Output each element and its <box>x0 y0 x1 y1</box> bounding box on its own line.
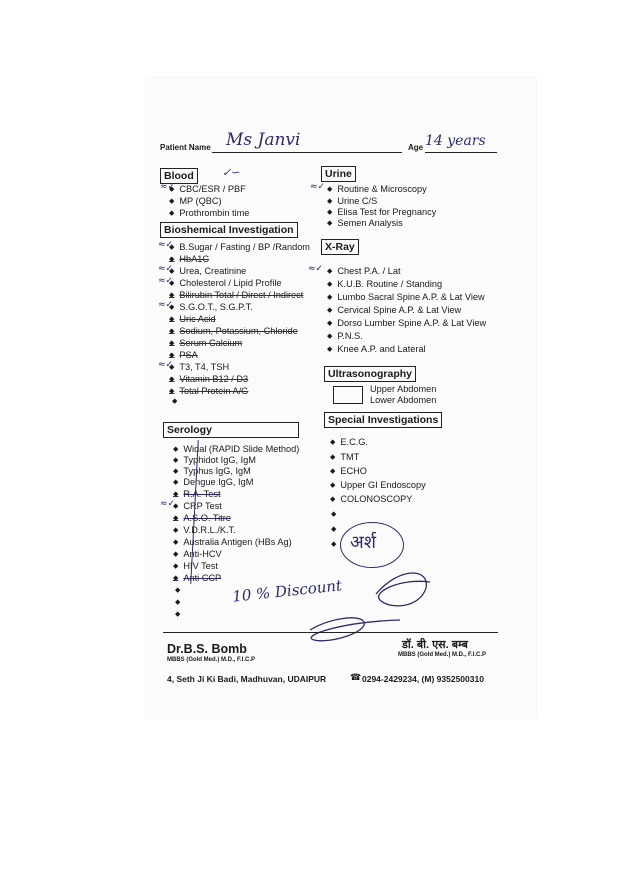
patient-name-label: Patient Name <box>160 143 211 152</box>
urine-item-semen: ◆ Semen Analysis <box>327 218 403 230</box>
xray-item-chest: ◆ Chest P.A. / Lat <box>327 266 401 278</box>
biochem-item-uric-acid: ◆ Uric Acid <box>169 314 216 326</box>
serology-item-ccp: ◆ Anti CCP <box>173 573 221 585</box>
biochem-item-urea: ◆ Urea, Creatinine <box>169 266 246 278</box>
blood-item-mp: ◆ MP (QBC) <box>169 196 222 208</box>
special-item-echo: ◆ ECHO <box>330 466 367 478</box>
check-mark: ≈✓ <box>160 182 176 192</box>
empty-bullet: ◆ <box>172 398 178 405</box>
special-item-colonoscopy: ◆ COLONOSCOPY <box>330 494 412 506</box>
check-mark: ≈✓ <box>158 360 174 370</box>
blood-heading: Blood <box>160 168 198 184</box>
ultrasonography-heading: Ultrasonography <box>324 366 416 382</box>
xray-item-lumbo: ◆ Lumbo Sacral Spine A.P. & Lat View <box>327 292 485 304</box>
blood-tick-mark: ✓∽ <box>222 166 241 179</box>
age-underline <box>425 152 497 153</box>
empty-bullet: ◆ <box>175 587 181 594</box>
ultrasonography-box <box>333 386 363 404</box>
check-mark: ≈✓ <box>158 240 174 250</box>
serology-item-australia: ◆ Australia Antigen (HBs Ag) <box>173 537 292 549</box>
xray-item-cervical: ◆ Cervical Spine A.P. & Lat View <box>327 305 461 317</box>
xray-item-dorso: ◆ Dorso Lumber Spine A.P. & Lat View <box>327 318 486 330</box>
check-mark: ≈✓ <box>160 499 176 509</box>
patient-name-value: Ms Janvi <box>226 130 301 150</box>
xray-heading: X-Ray <box>321 239 359 255</box>
xray-item-pns: ◆ P.N.S. <box>327 331 363 343</box>
urine-item-routine: ◆ Routine & Microscopy <box>327 184 427 196</box>
serology-item-aso: ◆ A.S.O. Titre <box>173 513 231 525</box>
xray-item-knee: ◆ Knee A.P. and Lateral <box>327 344 426 356</box>
special-item-ecg: ◆ E.C.G. <box>330 437 368 449</box>
biochem-item-hba1c: ◆ HbA1C <box>169 254 209 266</box>
doctor-name-hindi: डॉ. बी. एस. बम्ब <box>402 639 468 651</box>
biochem-item-calcium: ◆ Serum Calcium <box>169 338 242 350</box>
usg-item-lower: Lower Abdomen <box>370 395 437 405</box>
special-heading: Special Investigations <box>324 412 442 428</box>
telephone-icon: ☎ <box>350 672 362 682</box>
serology-item-hiv: ◆ HIV Test <box>173 561 218 573</box>
biochem-item-psa: ◆ PSA <box>169 350 198 362</box>
blood-item-prothrombin: ◆ Prothrombin time <box>169 208 249 220</box>
serology-item-typhidot: ◆ Typhidot IgG, IgM <box>173 455 256 467</box>
age-label: Age <box>408 143 424 152</box>
age-value: 14 years <box>425 133 486 149</box>
doctor-qualifications-right: MBBS (Gold Med.) M.D., F.I.C.P <box>398 652 486 658</box>
patient-name-underline <box>212 152 402 153</box>
biochem-item-electrolytes: ◆ Sodium, Potassium, Chloride <box>169 326 298 338</box>
empty-bullet: ◆ <box>175 611 181 618</box>
biochemical-heading: Bioshemical Investigation <box>160 222 298 238</box>
empty-bullet: ◆ <box>331 541 337 548</box>
usg-item-upper: Upper Abdomen <box>370 384 437 394</box>
biochem-item-cholesterol: ◆ Cholesterol / Lipid Profile <box>169 278 282 290</box>
clinic-address: 4, Seth Ji Ki Badi, Madhuvan, UDAIPUR <box>167 674 327 684</box>
empty-bullet: ◆ <box>175 599 181 606</box>
check-mark: ≈✓ <box>310 182 326 192</box>
serology-item-hcv: ◆ Anti-HCV <box>173 549 222 561</box>
urine-item-cs: ◆ Urine C/S <box>327 196 377 208</box>
check-mark: ≈✓ <box>158 300 174 310</box>
clinic-phone: 0294-2429234, (M) 9352500310 <box>362 674 484 684</box>
biochem-item-bilirubin: ◆ Bilirubin Total / Direct / Indirect <box>169 290 303 302</box>
special-item-tmt: ◆ TMT <box>330 452 359 464</box>
discount-note: 10 % Discount <box>231 576 343 606</box>
urine-heading: Urine <box>321 166 356 182</box>
serology-item-crp: ◆ CRP Test <box>173 501 222 513</box>
serology-heading: Serology <box>163 422 299 438</box>
special-item-endoscopy: ◆ Upper GI Endoscopy <box>330 480 426 492</box>
serology-item-typhus: ◆ Typhus IgG, IgM <box>173 466 251 478</box>
serology-item-ra: ◆ R.A. Test <box>173 489 221 501</box>
serology-item-widal: ◆ Widal (RAPID Slide Method) <box>173 444 299 456</box>
doctor-qualifications: MBBS (Gold Med.) M.D., F.I.C.P <box>167 657 255 663</box>
serology-item-dengue: ◆ Dengue IgG, IgM <box>173 477 253 489</box>
xray-item-kub: ◆ K.U.B. Routine / Standing <box>327 279 442 291</box>
biochem-item-sugar: ◆ B.Sugar / Fasting / BP /Random <box>169 242 310 254</box>
urine-item-elisa: ◆ Elisa Test for Pregnancy <box>327 207 436 219</box>
biochem-item-protein: ◆ Total Protein A/G <box>169 386 248 398</box>
check-mark: ≈✓ <box>158 276 174 286</box>
footer-divider <box>163 632 498 633</box>
biochem-item-sgot: ◆ S.G.O.T., S.G.P.T. <box>169 302 253 314</box>
blood-item-cbc: ◆ CBC/ESR / PBF <box>169 184 246 196</box>
biochem-item-thyroid: ◆ T3, T4, TSH <box>169 362 229 374</box>
biochem-item-vitamin: ◆ Vitamin B12 / D3 <box>169 374 248 386</box>
doctor-name: Dr.B.S. Bomb <box>167 642 247 656</box>
check-mark: ≈✓ <box>158 264 174 274</box>
check-mark: ≈✓ <box>308 264 324 274</box>
serology-item-vdrl: ◆ V.D.R.L./K.T. <box>173 525 236 537</box>
empty-bullet: ◆ <box>331 526 337 533</box>
empty-bullet: ◆ <box>331 511 337 518</box>
hindi-note: अर्श <box>350 532 376 553</box>
